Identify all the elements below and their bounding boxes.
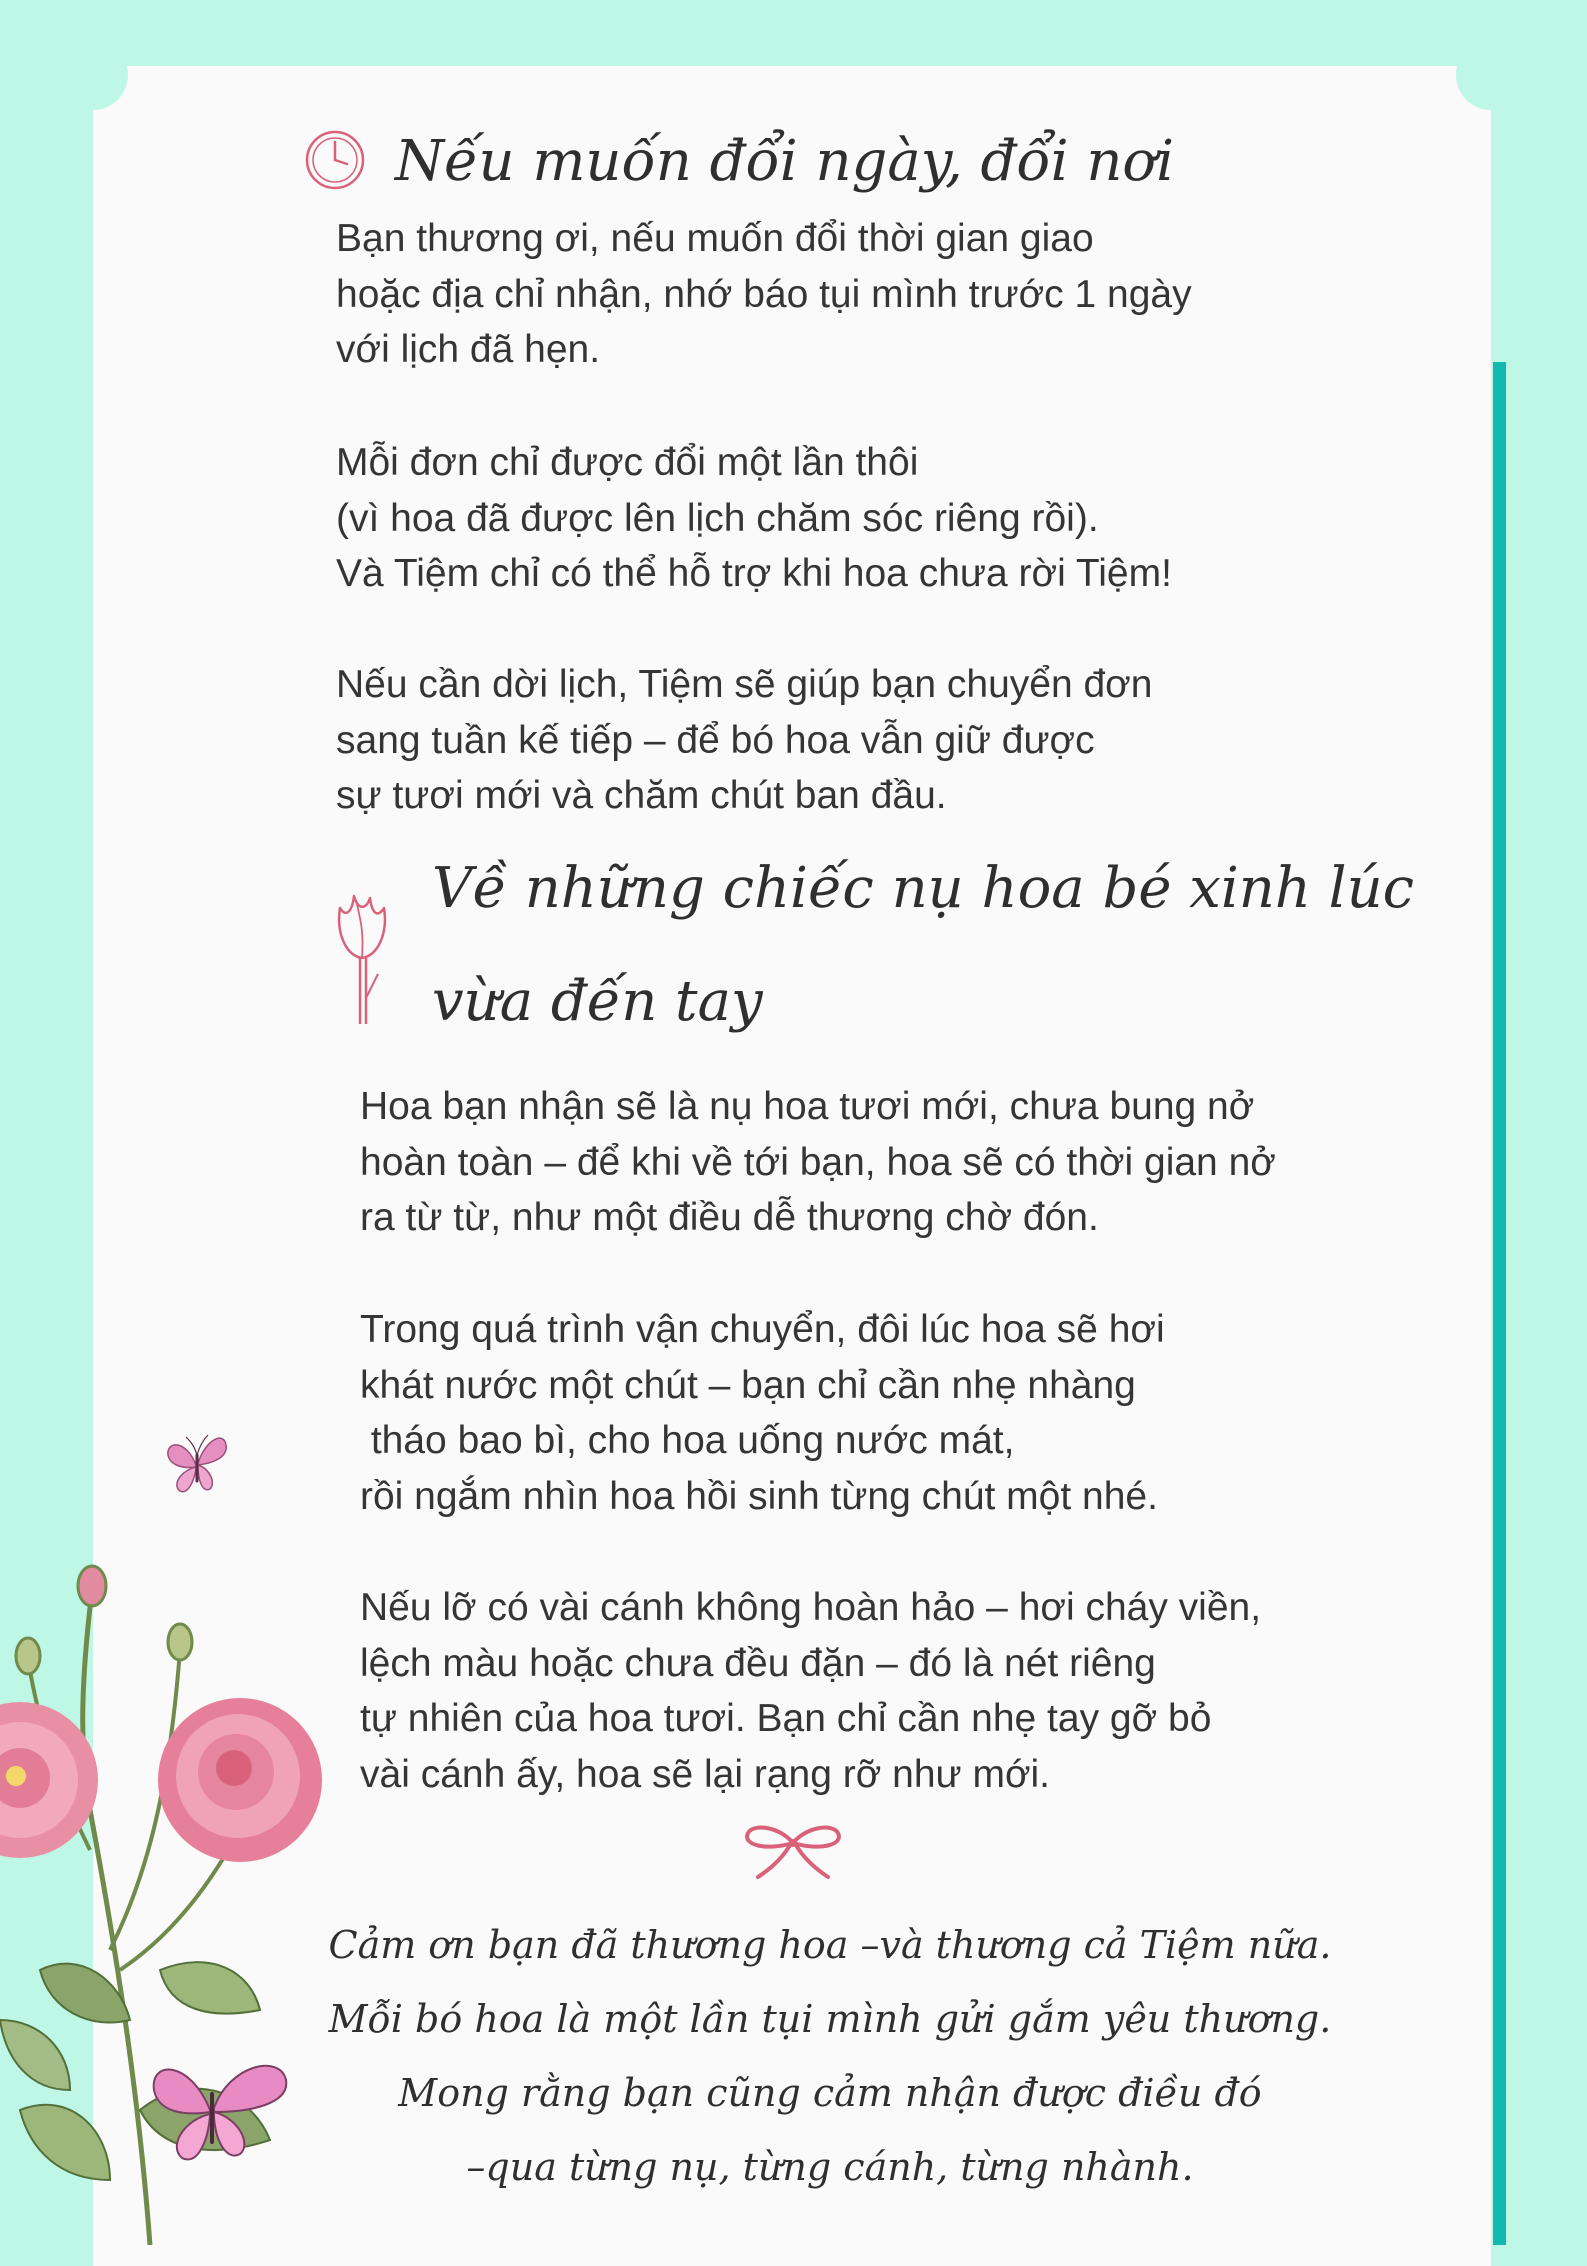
text-line: sự tươi mới và chăm chút ban đầu. <box>336 774 947 817</box>
text-line: Mỗi đơn chỉ được đổi một lần thôi <box>336 441 919 484</box>
clock-icon <box>303 128 367 192</box>
paragraph <box>360 1079 1276 1246</box>
text-line: Trong quá trình vận chuyển, đôi lúc hoa sẽ hơi <box>360 1308 1165 1351</box>
paragraph <box>360 1580 1261 1802</box>
paragraph <box>336 657 1152 824</box>
text-line: sang tuần kế tiếp – để bó hoa vẫn giữ được <box>336 718 1095 762</box>
text-line: tự nhiên của hoa tươi. Bạn chỉ cần nhẹ tay gỡ bỏ <box>360 1697 1212 1740</box>
text-line: ra từ từ, như một điều dễ thương chờ đón. <box>360 1196 1099 1239</box>
tulip-icon <box>326 878 398 1028</box>
text-line: lệch màu hoặc chưa đều đặn – đó là nét riêng <box>360 1641 1156 1685</box>
closing-line: Mong rằng bạn cũng cảm nhận được điều đó <box>398 2071 1262 2115</box>
closing-line: Mỗi bó hoa là một lần tụi mình gửi gắm yêu thương. <box>328 1997 1332 2041</box>
teal-edge-strip <box>1493 362 1506 2245</box>
bow-icon <box>740 1821 846 1881</box>
closing-line: –qua từng nụ, từng cánh, từng nhành. <box>466 2145 1194 2189</box>
text-line: Bạn thương ơi, nếu muốn đổi thời gian giao <box>336 217 1094 260</box>
text-line: Và Tiệm chỉ có thể hỗ trợ khi hoa chưa rời Tiệm! <box>336 552 1172 595</box>
text-line: rồi ngắm nhìn hoa hồi sinh từng chút một nhé. <box>360 1474 1158 1518</box>
text-line: Hoa bạn nhận sẽ là nụ hoa tươi mới, chưa bung nở <box>360 1085 1255 1128</box>
card-corner-notch <box>1456 40 1526 110</box>
closing-message <box>300 1908 1360 2204</box>
rose-flower-illustration <box>0 1550 340 2245</box>
paragraph <box>336 211 1192 378</box>
card-corner-notch <box>58 40 128 110</box>
section-heading-buds: Về những chiếc nụ hoa bé xinh lúc <box>432 856 1415 921</box>
text-line: Nếu lỡ có vài cánh không hoàn hảo – hơi cháy viền, <box>360 1586 1262 1629</box>
section-heading-change-date: Nếu muốn đổi ngày, đổi nơi <box>395 129 1175 194</box>
text-line: Nếu cần dời lịch, Tiệm sẽ giúp bạn chuyển đơn <box>336 663 1153 706</box>
text-line: tháo bao bì, cho hoa uống nước mát, <box>360 1419 1015 1462</box>
paragraph <box>336 435 1172 602</box>
paragraph <box>360 1302 1165 1524</box>
text-line: với lịch đã hẹn. <box>336 328 601 371</box>
butterfly-icon <box>158 1425 236 1503</box>
text-line: khát nước một chút – bạn chỉ cần nhẹ nhàng <box>360 1363 1136 1407</box>
text-line: hoàn toàn – để khi về tới bạn, hoa sẽ có thời gian nở <box>360 1140 1276 1184</box>
text-line: hoặc địa chỉ nhận, nhớ báo tụi mình trước 1 ngày <box>336 272 1192 316</box>
text-line: (vì hoa đã được lên lịch chăm sóc riêng rồi). <box>336 496 1099 540</box>
closing-line: Cảm ơn bạn đã thương hoa –và thương cả Tiệm nữa. <box>328 1923 1332 1967</box>
text-line: vài cánh ấy, hoa sẽ lại rạng rỡ như mới. <box>360 1752 1051 1796</box>
section-heading-buds: vừa đến tay <box>432 969 763 1034</box>
